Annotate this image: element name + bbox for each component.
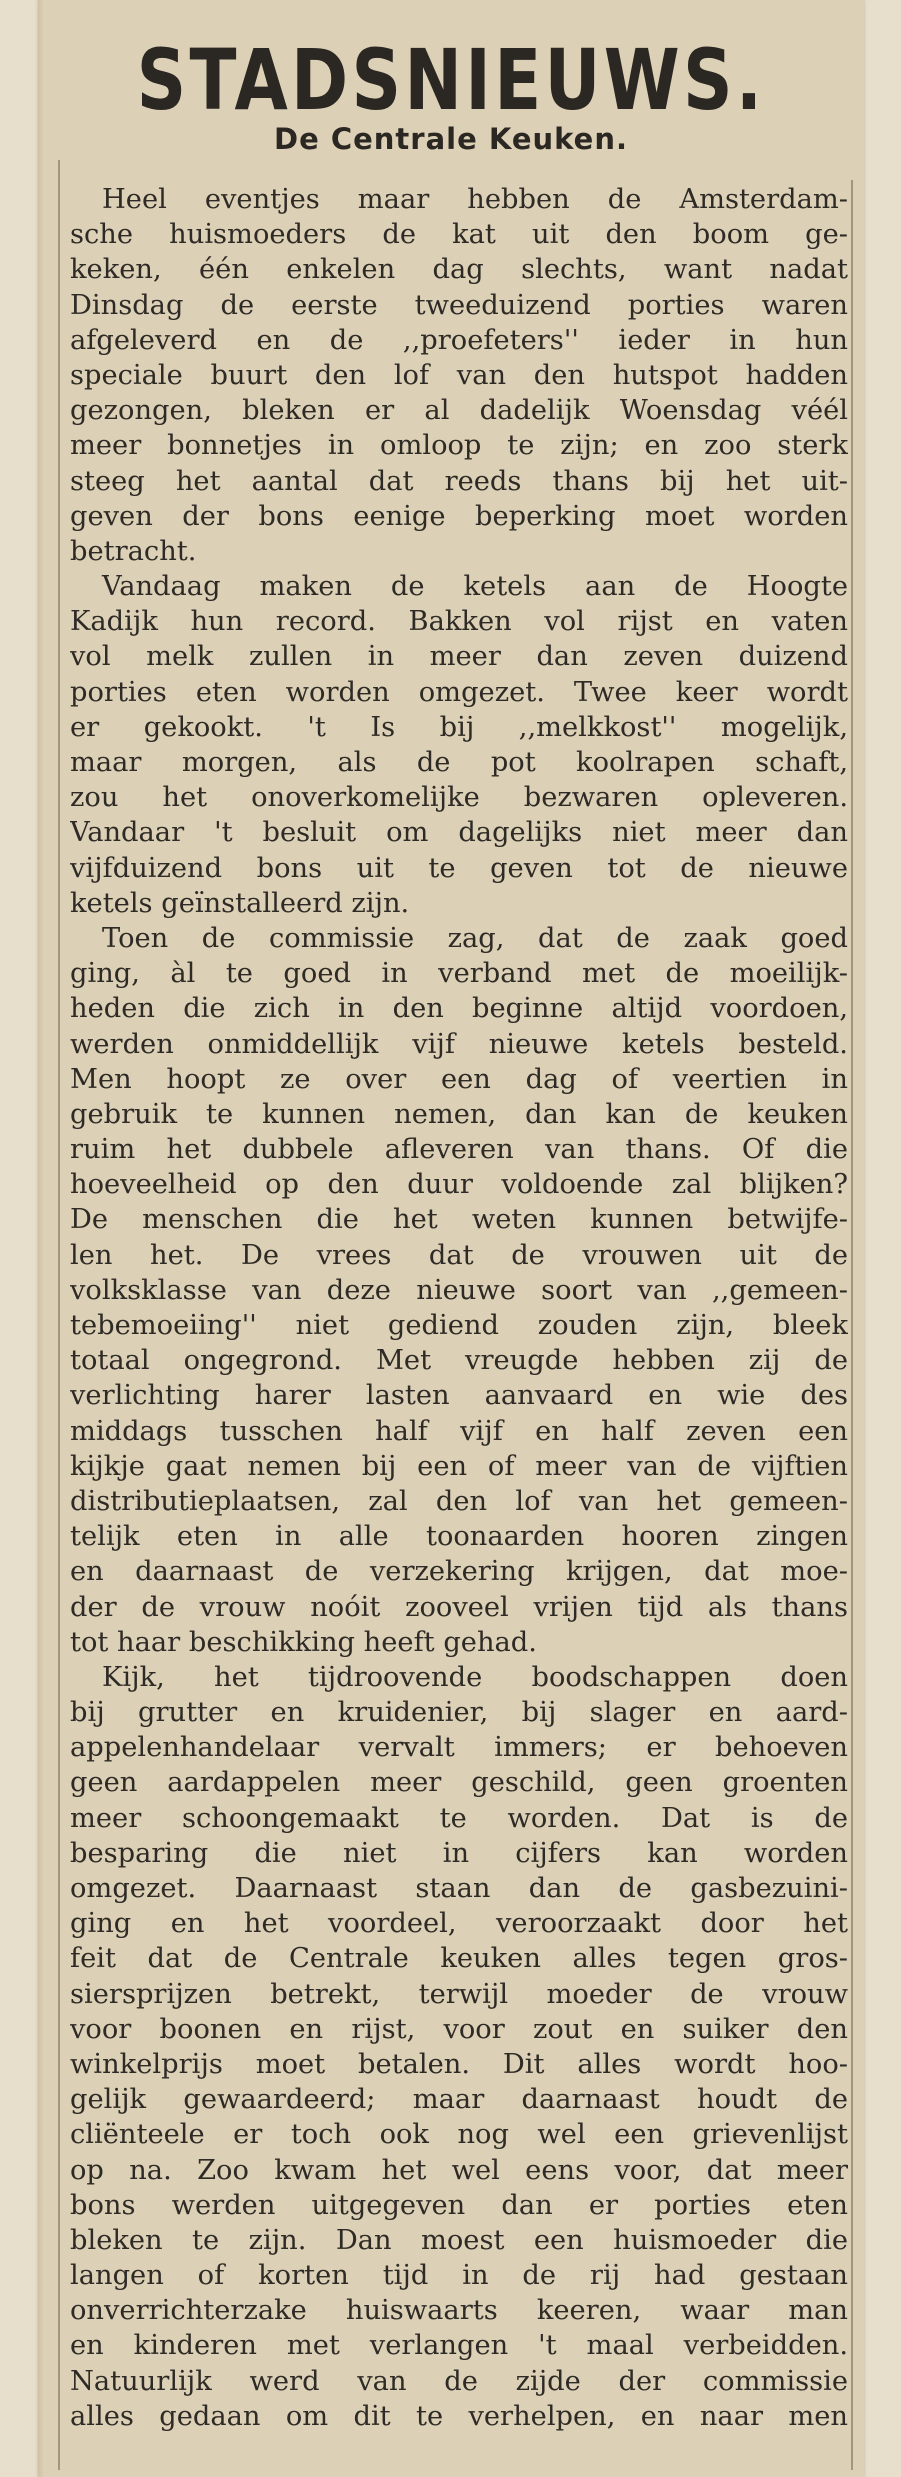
article-line: appelenhandelaar vervalt immers; er behoeven: [70, 1732, 848, 1764]
article-line: verlichting harer lasten aanvaard en wie des: [70, 1380, 848, 1412]
article-line: der de vrouw noóit zooveel vrijen tijd als thans: [70, 1591, 848, 1623]
article-line: ruim het dubbele afleveren van thans. Of die: [70, 1134, 848, 1166]
article-line: Dinsdag de eerste tweeduizend porties waren: [70, 289, 848, 321]
article-line: er gekookt. 't Is bij ,,melkkost'' mogelijk,: [70, 711, 848, 743]
article-line: siersprijzen betrekt, terwijl moeder de vrouw: [70, 1978, 848, 2010]
article-line: hoeveelheid op den duur voldoende zal blijken?: [70, 1169, 848, 1201]
article-line: werden onmiddellijk vijf nieuwe ketels besteld.: [70, 1028, 848, 1060]
article-line: geven der bons eenige beperking moet worden: [70, 500, 848, 532]
article-line: porties eten worden omgezet. Twee keer wordt: [70, 676, 848, 708]
article-line: distributieplaatsen, zal den lof van het gemeen-: [70, 1485, 848, 1517]
article-line: ging, àl te goed in verband met de moeilijk-: [70, 958, 848, 990]
column-rule-right: [851, 180, 853, 2470]
article-line: vol melk zullen in meer dan zeven duizend: [70, 641, 848, 673]
article-line: meer schoongemaakt te worden. Dat is de: [70, 1802, 848, 1834]
article-line: keken, één enkelen dag slechts, want nadat: [70, 254, 848, 286]
article-line: tebemoeiing'' niet gediend zouden zijn, bleek: [70, 1310, 848, 1341]
article-line: voor boonen en rijst, voor zout en suiker den: [70, 2013, 848, 2045]
article-line: Heel eventjes maar hebben de Amsterdam-: [102, 184, 848, 215]
article-line: De menschen die het weten kunnen betwijfe-: [70, 1204, 848, 1236]
article-line: feit dat de Centrale keuken alles tegen gros-: [70, 1943, 848, 1975]
article-line: gezongen, bleken er al dadelijk Woensdag véél: [70, 395, 848, 427]
article-line: omgezet. Daarnaast staan dan de gasbezuini-: [70, 1873, 848, 1904]
article-line: tot haar beschikking heeft gehad.: [70, 1626, 537, 1658]
article-line: afgeleverd en de ,,proefeters'' ieder in hun: [70, 324, 848, 356]
article-line: langen of korten tijd in de rij had gestaan: [70, 2260, 848, 2292]
article-body: [70, 182, 848, 2434]
section-heading: STADSNIEUWS.: [136, 31, 766, 129]
article-title: De Centrale Keuken.: [274, 122, 628, 156]
article-line: bleken te zijn. Dan moest een huismoeder die: [70, 2224, 848, 2256]
article-line: len het. De vrees dat de vrouwen uit de: [70, 1239, 848, 1271]
article-line: Vandaag maken de ketels aan de Hoogte: [102, 571, 848, 603]
article-line: vijfduizend bons uit te geven tot de nieuwe: [70, 852, 848, 884]
article-line: gelijk gewaardeerd; maar daarnaast houdt de: [70, 2084, 848, 2116]
article-line: meer bonnetjes in omloop te zijn; en zoo sterk: [70, 430, 848, 462]
article-line: Toen de commissie zag, dat de zaak goed: [102, 922, 848, 954]
article-line: op na. Zoo kwam het wel eens voor, dat meer: [70, 2154, 848, 2186]
article-line: besparing die niet in cijfers kan worden: [70, 1837, 848, 1869]
article-line: Vandaar 't besluit om dagelijks niet meer dan: [70, 817, 848, 849]
article-line: en daarnaast de verzekering krijgen, dat moe-: [70, 1556, 848, 1588]
article-line: bij grutter en kruidenier, bij slager en aard-: [70, 1697, 848, 1729]
article-line: alles gedaan om dit te verhelpen, en naar men: [70, 2400, 848, 2432]
article-line: cliënteele er toch ook nog wel een grievenlijst: [70, 2119, 848, 2151]
article-line: onverrichterzake huiswaarts keeren, waar man: [70, 2295, 848, 2327]
article-line: gebruik te kunnen nemen, dan kan de keuken: [70, 1098, 848, 1130]
article-line: betracht.: [70, 535, 197, 567]
article-line: winkelprijs moet betalen. Dit alles wordt hoo-: [70, 2048, 848, 2080]
column-rule-left: [58, 160, 60, 2470]
article-line: ging en het voordeel, veroorzaakt door het: [70, 1908, 848, 1940]
article-line: zou het onoverkomelijke bezwaren opleveren.: [70, 782, 848, 814]
article-line: sche huismoeders de kat uit den boom ge-: [70, 219, 848, 251]
article-line: telijk eten in alle toonaarden hooren zingen: [70, 1521, 848, 1553]
article-line: totaal ongegrond. Met vreugde hebben zij de: [70, 1345, 848, 1377]
article-line: heden die zich in den beginne altijd voordoen,: [70, 993, 848, 1025]
torn-edge: [38, 0, 44, 2477]
article-line: Kadijk hun record. Bakken vol rijst en vaten: [70, 606, 848, 638]
article-line: volksklasse van deze nieuwe soort van ,,gemeen-: [70, 1274, 848, 1306]
article-line: Natuurlijk werd van de zijde der commissie: [70, 2365, 848, 2397]
article-line: kijkje gaat nemen bij een of meer van de vijftien: [70, 1450, 848, 1482]
article-line: en kinderen met verlangen 't maal verbeidden.: [70, 2330, 848, 2362]
article-line: geen aardappelen meer geschild, geen groenten: [70, 1767, 848, 1799]
article-line: bons werden uitgegeven dan er porties eten: [70, 2189, 848, 2221]
article-line: steeg het aantal dat reeds thans bij het uit-: [70, 465, 848, 497]
article-line: ketels geïnstalleerd zijn.: [70, 887, 410, 919]
article-line: speciale buurt den lof van den hutspot hadden: [70, 359, 848, 391]
article-line: maar morgen, als de pot koolrapen schaft,: [70, 747, 848, 778]
article-line: middags tusschen half vijf en half zeven een: [70, 1415, 848, 1447]
article-line: Men hoopt ze over een dag of veertien in: [70, 1063, 848, 1095]
article-line: Kijk, het tijdroovende boodschappen doen: [102, 1661, 848, 1693]
